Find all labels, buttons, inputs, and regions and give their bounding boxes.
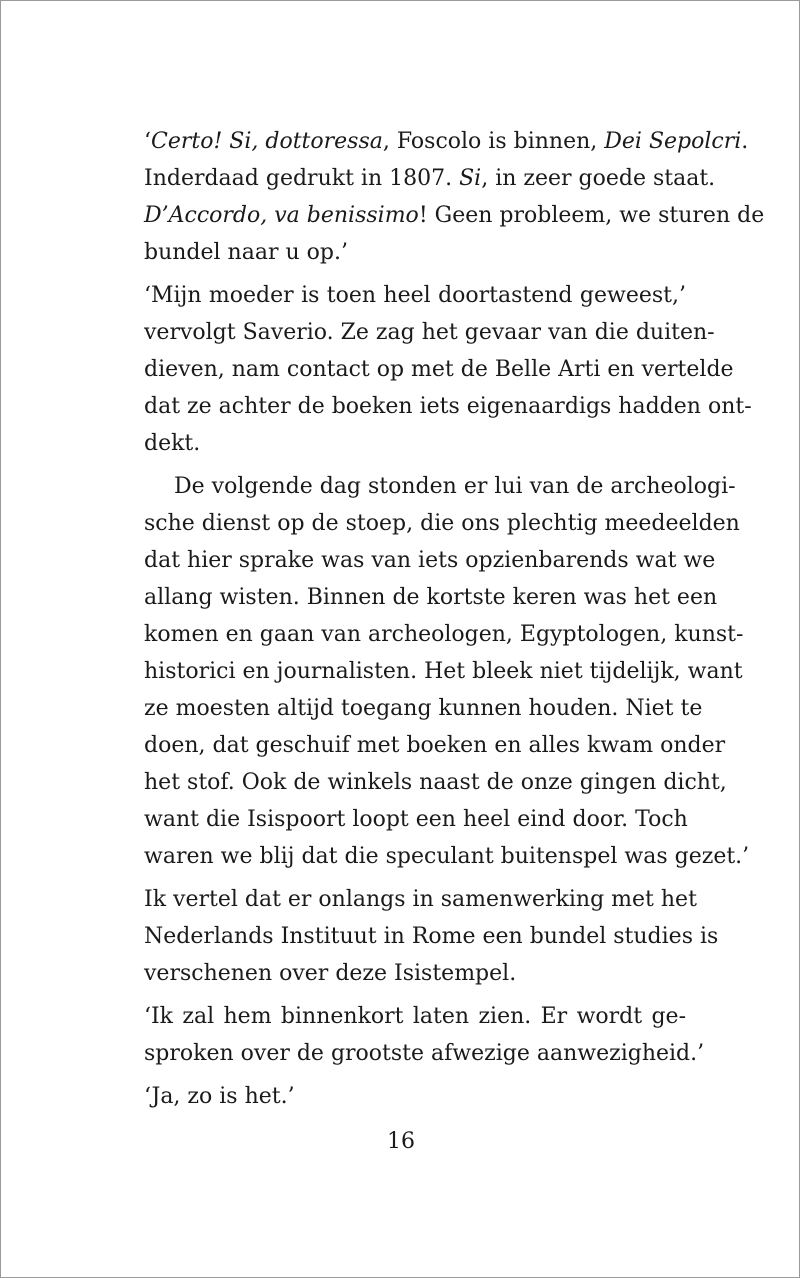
text-line: ‘Mijn moeder is toen heel doortastend geweest,’: [144, 283, 686, 308]
text-line: allang wisten. Binnen de kortste keren was het een: [144, 585, 718, 610]
paragraph-4: [144, 881, 719, 992]
text-line: bundel naar u op.’: [144, 240, 348, 265]
text-line: sche dienst op de stoep, die ons plechtig meedeelden: [144, 511, 740, 536]
text-line: Nederlands Instituut in Rome een bundel studies is: [144, 924, 719, 949]
text-line: het stof. Ook de winkels naast de onze gingen dicht,: [144, 770, 727, 795]
paragraph-6: [144, 1078, 686, 1115]
text-line: ze moesten altijd toegang kunnen houden. Niet te: [144, 696, 703, 721]
page-number: 16: [387, 1129, 415, 1154]
text-line: vervolgt Saverio. Ze zag het gevaar van die duiten-: [144, 320, 715, 345]
text-line: komen en gaan van archeologen, Egyptologen, kunst-: [144, 622, 744, 647]
paragraph-3: [144, 468, 750, 875]
text-line: historici en journalisten. Het bleek niet tijdelijk, want: [144, 659, 743, 684]
body-text: [144, 123, 765, 1115]
text-line: dieven, nam contact op met de Belle Arti en vertelde: [144, 357, 734, 382]
text-line: dat hier sprake was van iets opzienbarends wat we: [144, 548, 716, 573]
text-line: doen, dat geschuif met boeken en alles kwam onder: [144, 733, 726, 758]
text-line: ‘Ja, zo is het.’: [144, 1084, 295, 1109]
text-line: waren we blij dat die speculant buitenspel was gezet.’: [144, 844, 750, 869]
text-line: [144, 123, 749, 160]
text-span: ‘Certo! Si, dottoressa, Foscolo is binnen, Dei Sepolcri.: [144, 129, 749, 154]
text-line: verschenen over deze Isistempel.: [144, 961, 517, 986]
text-line: ‘Ik zal hem binnenkort laten zien. Er wordt ge-: [144, 1004, 686, 1029]
paragraph-2: [144, 277, 752, 462]
text-line: want die Isispoort loopt een heel eind door. Toch: [144, 807, 688, 832]
text-line: dat ze achter de boeken iets eigenaardigs hadden ont-: [144, 394, 752, 419]
text-line: sproken over de grootste afwezige aanwezigheid.’: [144, 1041, 705, 1066]
text-line: D’Accordo, va benissimo! Geen probleem, we sturen de: [144, 203, 765, 228]
text-line: De volgende dag stonden er lui van de archeologi-: [174, 474, 736, 499]
text-line: Inderdaad gedrukt in 1807. Si, in zeer goede staat.: [144, 166, 716, 191]
text-line: dekt.: [144, 431, 201, 456]
paragraph-5: [144, 998, 705, 1072]
paragraph-1: [144, 123, 765, 271]
text-line: Ik vertel dat er onlangs in samenwerking met het: [144, 887, 697, 912]
